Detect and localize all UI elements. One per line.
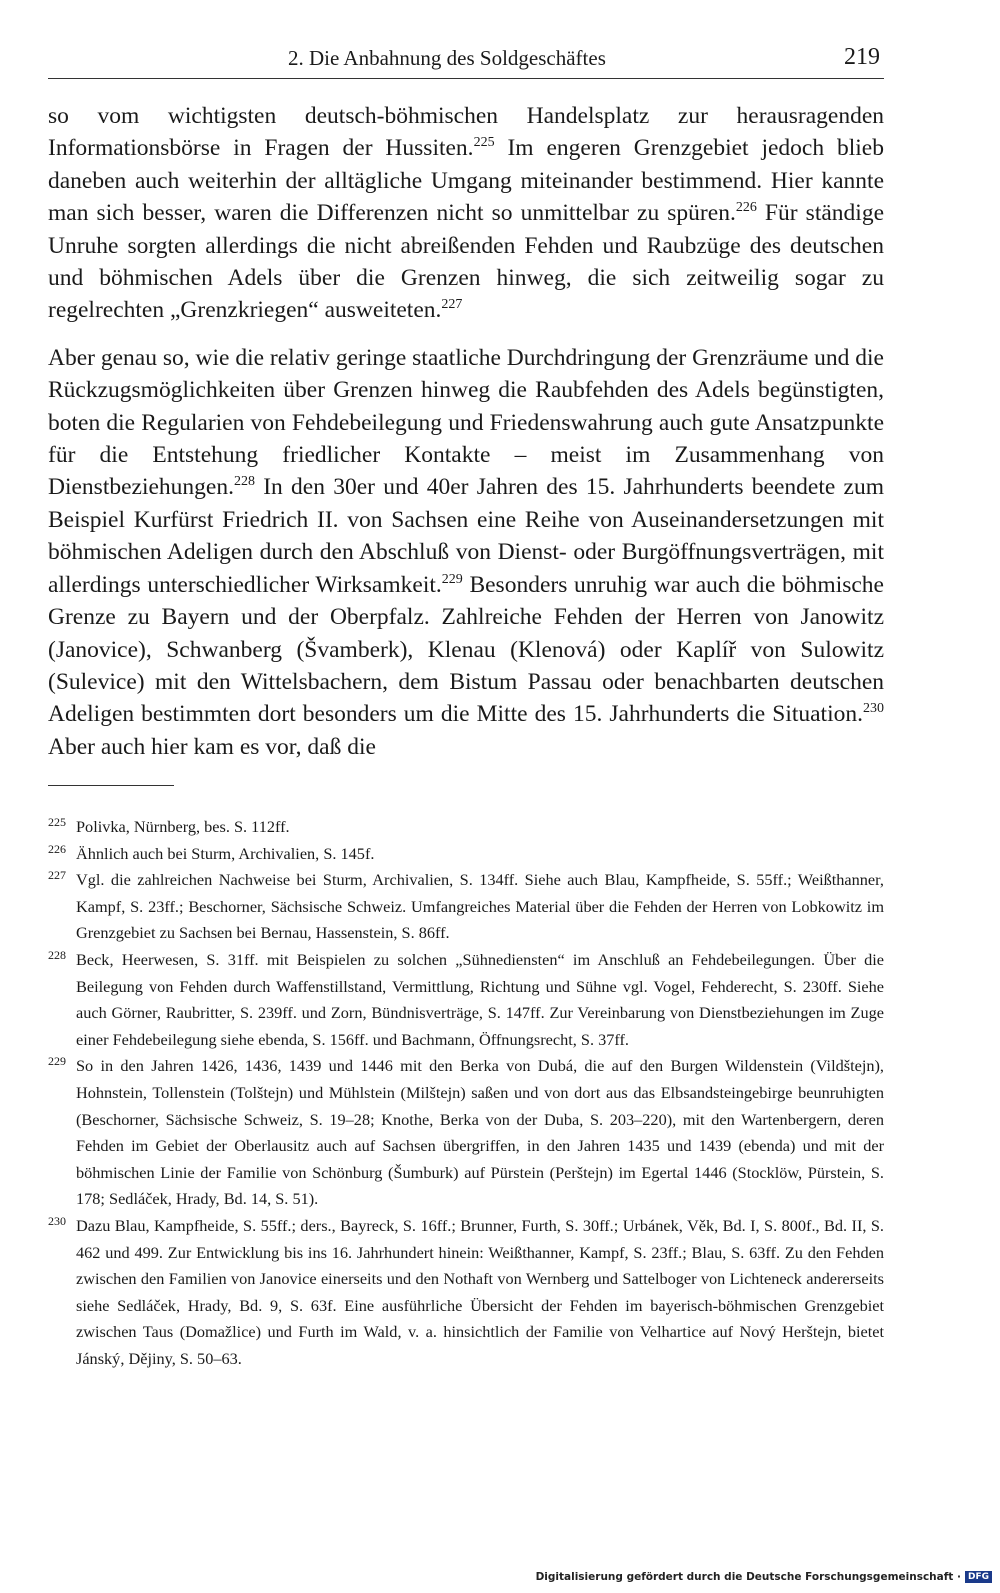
footnote-text: Ähnlich auch bei Sturm, Archivalien, S. 145f. — [76, 843, 375, 863]
paragraph-1-text-1: so vom wichtigsten deutsch-böhmischen Handelsplatz zur herausragenden Informationsbörse in Fragen der Hussiten. — [48, 103, 884, 162]
footnote — [48, 947, 884, 1053]
paragraph-2-text-2: In den 30er und 40er Jahren des 15. Jahrhunderts beendete zum Beispiel Kurfürst Friedrich II. von Sachsen eine Reihe von Auseinandersetzungen mit böhmischen Adeligen durch den Abschluß von Dienst- oder Burgöffnungsverträgen, mit allerdings unterschiedlicher Wirksamkeit. — [48, 474, 884, 598]
paragraph-2-text-4: Aber auch hier kam es vor, daß die — [48, 733, 376, 760]
footnote-ref-225[interactable]: 225 — [473, 135, 495, 151]
footnote-separator — [48, 785, 174, 786]
footnote — [48, 867, 884, 947]
footnote-text: So in den Jahren 1426, 1436, 1439 und 1446 mit den Berka von Dubá, die auf den Burgen Wildenstein (Vildštejn), Hohnstein, Tollenstein (Tolštejn) und Mühlstein (Milštejn) saßen und von dort aus das Elbsandsteingebirge beunruhigten (Beschorner, Sächsische Schweiz, S. 19–28; Knothe, Berka von der Duba, S. 203–220), mit den Wartenbergern, deren Fehden im Gebiet der Oberlausitz auch auf Sachsen übergriffen, in den Jahren 1435 und 1439 (ebenda) und mit der böhmischen Linie der Familie von Schönburg (Šumburk) auf Pürstein (Perštejn) im Egertal 1446 (Stocklöw, Pürstein, S. 178; Sedláček, Hrady, Bd. 14, S. 51). — [76, 1056, 884, 1209]
body-text — [48, 100, 884, 763]
footnote-ref-228[interactable]: 228 — [233, 474, 255, 490]
running-head — [48, 44, 884, 79]
footnote-ref-229[interactable]: 229 — [441, 571, 463, 587]
footnote-number: 227 — [48, 868, 66, 883]
footnote-text: Dazu Blau, Kampfheide, S. 55ff.; ders., Bayreck, S. 16ff.; Brunner, Furth, S. 30ff.; Urbánek, Věk, Bd. I, S. 800f., Bd. II, S. 462 und 499. Zur Entwicklung bis ins 16. Jahrhundert hinein: Weißthanner, Kampf, S. 23ff.; Blau, S. 63ff. Zu den Fehden zwischen den Familien von Janovice einerseits und den Nothaft von Wernberg und Sattelboger von Lichteneck andererseits siehe Sedláček, Hrady, Bd. 9, S. 63f. Eine ausführliche Übersicht der Fehden im bayerisch-böhmischen Grenzgebiet zwischen Taus (Domažlice) und Furth im Wald, v. a. hinsichtlich der Familie von Velhartice auf Nový Herštejn, bietet Jánský, Dějiny, S. 50–63. — [76, 1215, 884, 1368]
digitization-footer — [536, 1571, 992, 1583]
footnote-number: 229 — [48, 1054, 66, 1069]
paragraph-1-text-3: Für ständige Unruhe sorgten allerdings die nicht abreißenden Fehden und Raubzüge des deutschen und böhmischen Adels über die Grenzen hinweg, die sich zeitweilig sogar zu regelrechten „Grenzkriegen“ ausweiteten. — [48, 200, 884, 324]
footnote-number: 230 — [48, 1213, 66, 1228]
running-head-title: 2. Die Anbahnung des Soldgeschäftes — [288, 46, 606, 70]
footnotes — [48, 814, 884, 1372]
paragraph-2 — [48, 342, 884, 763]
footnote — [48, 814, 884, 841]
footnote-ref-230[interactable]: 230 — [863, 701, 884, 717]
footnote-ref-227[interactable]: 227 — [441, 297, 463, 313]
footnote-text: Polivka, Nürnberg, bes. S. 112ff. — [76, 817, 290, 836]
footer-text: Digitalisierung gefördert durch die Deutsche Forschungsgemeinschaft · — [535, 1571, 961, 1583]
paragraph-2-text-1: Aber genau so, wie die relativ geringe staatliche Durchdringung der Grenzräume und die Rückzugsmöglichkeiten über Grenzen hinweg die Raubfehden des Adels begünstigten, boten die Regularien von Fehdebeilegung und Friedenswahrung auch gute Ansatzpunkte für die Entstehung friedlicher Kontakte – meist im Zusammenhang von Dienstbeziehungen. — [48, 344, 884, 501]
footnote-ref-226[interactable]: 226 — [735, 200, 757, 216]
paragraph-1-text-2: Im engeren Grenzgebiet jedoch blieb daneben auch weiterhin der alltägliche Umgang miteinander bestimmend. Hier kannte man sich besser, waren die Differenzen nicht so unmittelbar zu spüren. — [48, 135, 884, 227]
footnote-text: Beck, Heerwesen, S. 31ff. mit Beispielen zu solchen „Sühnediensten“ im Anschluß an Fehdebeilegungen. Über die Beilegung von Fehden durch Waffenstillstand, Vermittlung, Richtung und Sühne vgl. Vogel, Fehderecht, S. 230ff. Siehe auch Görner, Raubritter, S. 239ff. und Zorn, Bündnisverträge, S. 147ff. Zur Vereinbarung von Dienstbeziehungen im Zuge einer Fehdebeilegung siehe ebenda, S. 156ff. und Bachmann, Öffnungsrecht, S. 37ff. — [76, 949, 884, 1049]
footnote-number: 228 — [48, 947, 66, 962]
footnote — [48, 841, 884, 868]
footnote — [48, 1213, 884, 1373]
dfg-logo: DFG — [965, 1571, 992, 1583]
paragraph-2-text-3: Besonders unruhig war auch die böhmische Grenze zu Bayern und der Oberpfalz. Zahlreiche Fehden der Herren von Janowitz (Janovice), Schwanberg (Švamberk), Klenau (Klenová) oder Kaplíř von Sulowitz (Sulevice) mit den Wittelsbachern, dem Bistum Passau oder benachbarten deutschen Adeligen bestimmten dort besonders um die Mitte des 15. Jahrhunderts die Situation. — [48, 571, 884, 728]
footnote-number: 225 — [48, 815, 66, 829]
paragraph-1 — [48, 100, 884, 327]
page-number: 219 — [844, 44, 880, 70]
footnote-number: 226 — [48, 841, 66, 856]
footnote — [48, 1053, 884, 1213]
footnote-text: Vgl. die zahlreichen Nachweise bei Sturm, Archivalien, S. 134ff. Siehe auch Blau, Kampfheide, S. 55ff.; Weißthanner, Kampf, S. 23ff.; Beschorner, Sächsische Schweiz. Umfangreiches Material über die Fehden der Herren von Lobkowitz im Grenzgebiet zu Sachsen bei Bernau, Hassenstein, S. 86ff. — [76, 870, 884, 943]
